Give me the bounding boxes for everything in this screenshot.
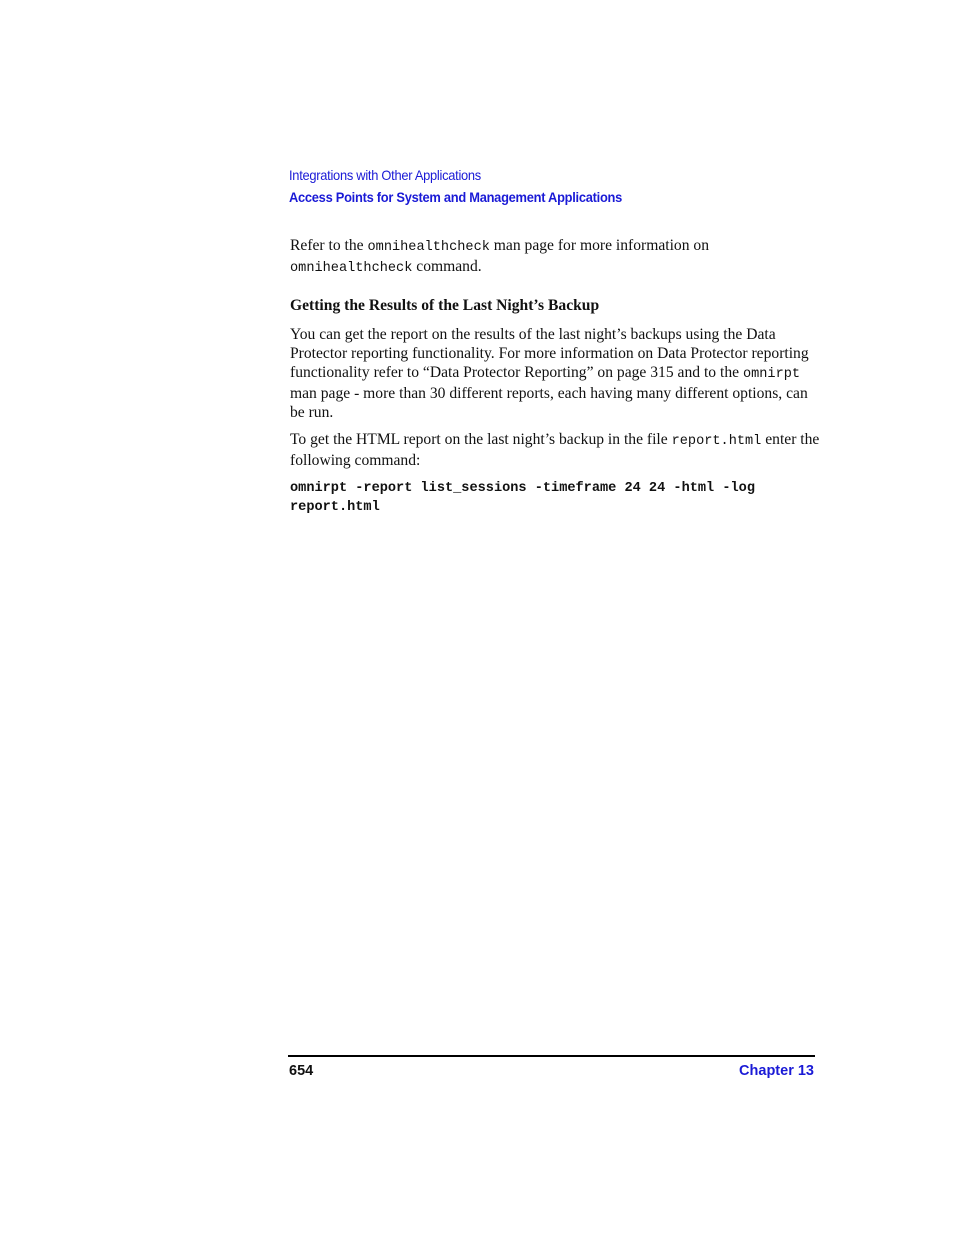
paragraph-report-results bbox=[290, 326, 820, 422]
para2-text-2: man page - more than 30 different reports, each having many different options, can be run. bbox=[290, 384, 808, 421]
para1-text-2: man page for more information on bbox=[489, 237, 710, 254]
command-line-1: omnirpt -report list_sessions -timeframe 24 24 -html -log bbox=[290, 480, 755, 496]
running-header bbox=[289, 165, 651, 207]
main-content bbox=[290, 237, 820, 518]
command-block bbox=[290, 480, 820, 518]
code-omnihealthcheck-2: omnihealthcheck bbox=[290, 260, 413, 276]
para1-text-3: command. bbox=[412, 257, 482, 275]
page-footer bbox=[288, 1063, 815, 1083]
header-chapter-title-link[interactable]: Integrations with Other Applications bbox=[289, 167, 481, 183]
para3-text-1: To get the HTML report on the last night’s backup in the file bbox=[290, 431, 672, 449]
paragraph-omnihealthcheck bbox=[290, 237, 820, 279]
para2-text-1: You can get the report on the results of the last night’s backups using the Data Protector reporting functionality. For more information on Data Protector reporting functionality refer to “Data Protector Reporting” on page 315 and to the bbox=[290, 326, 809, 381]
code-omnirpt: omnirpt bbox=[742, 366, 801, 382]
subheading-last-night-backup: Getting the Results of the Last Night’s Backup bbox=[290, 296, 600, 314]
footer-chapter-link[interactable]: Chapter 13 bbox=[739, 1063, 814, 1079]
code-omnihealthcheck: omnihealthcheck bbox=[367, 240, 490, 255]
header-section-title-link[interactable]: Access Points for System and Management Applications bbox=[289, 189, 623, 205]
footer-divider bbox=[288, 1055, 815, 1057]
para1-text-1: Refer to the bbox=[290, 237, 368, 254]
command-line-2: report.html bbox=[290, 499, 380, 515]
paragraph-html-report bbox=[290, 431, 820, 471]
para3-text-2: enter the following command: bbox=[290, 431, 820, 470]
page-number: 654 bbox=[289, 1063, 314, 1079]
code-report-html: report.html bbox=[671, 434, 762, 450]
